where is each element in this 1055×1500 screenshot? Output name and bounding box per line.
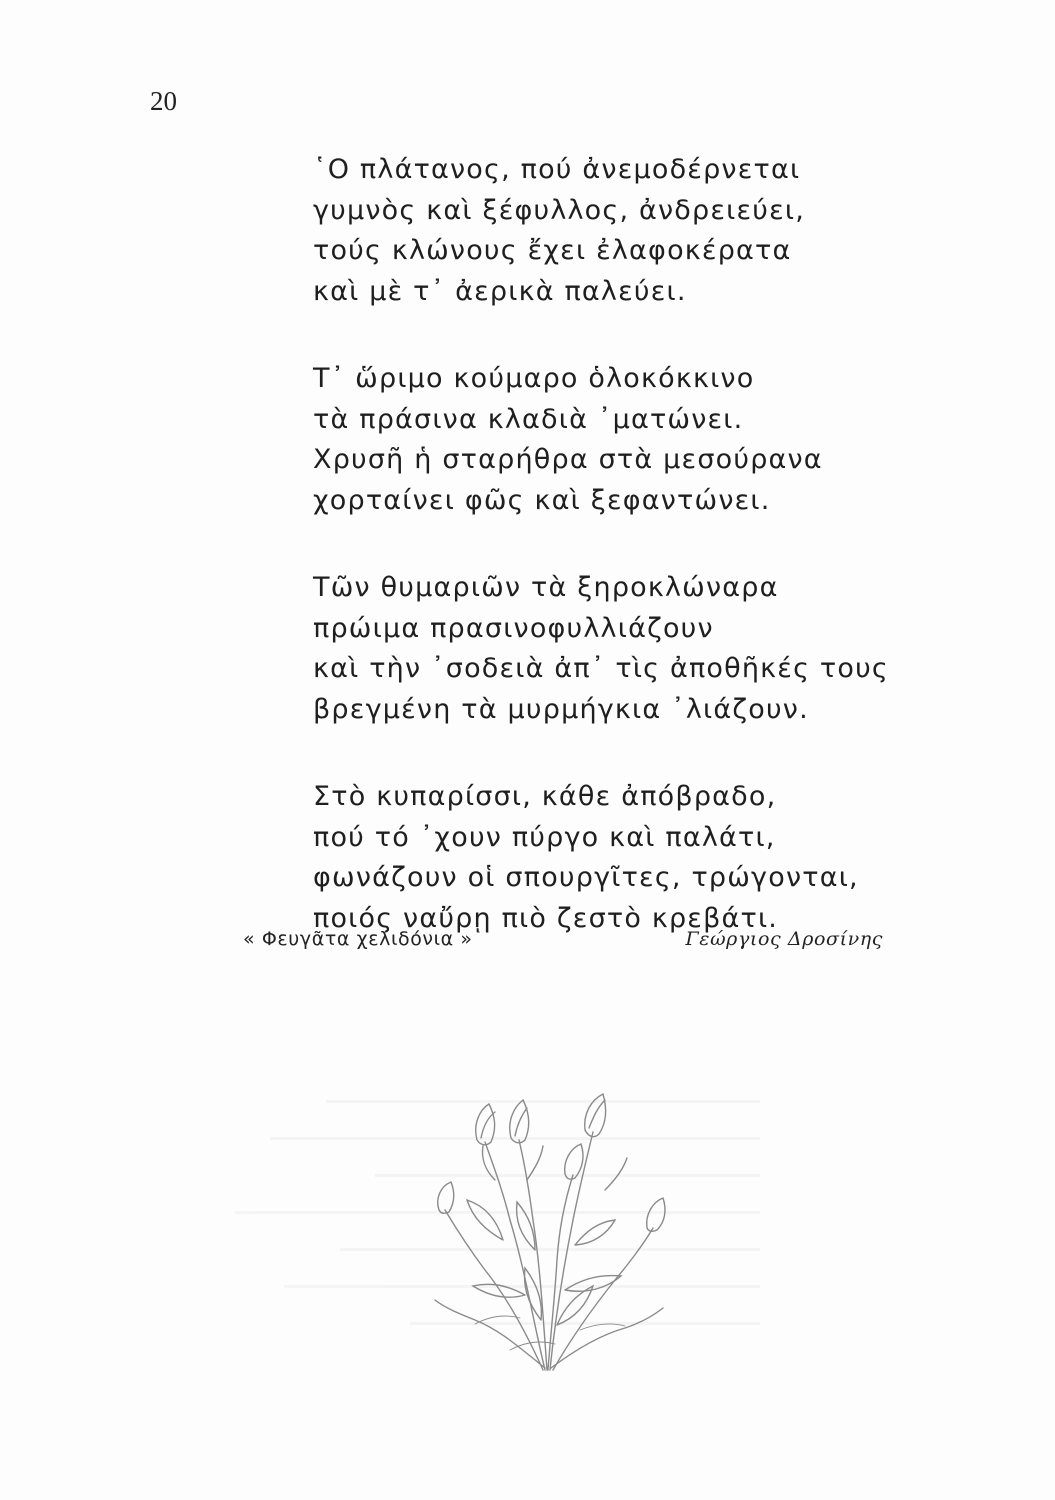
- poem-line: χορταίνει φῶς καὶ ξεφαντώνει.: [313, 484, 771, 516]
- poem-line: Τῶν θυμαριῶν τὰ ξηροκλώναρα: [313, 572, 779, 603]
- stanza-4: [313, 777, 873, 939]
- author-name: Γεώργιος Δροσίνης: [685, 928, 883, 950]
- plant-sketch-icon: [415, 1080, 675, 1375]
- poem-line: Τ᾽ ὥριμο κούμαρο ὁλοκόκκινο: [313, 363, 755, 394]
- stanza-2: [313, 359, 873, 521]
- poem-line: τούς κλώνους ἔχει ἐλαφοκέρατα: [313, 235, 792, 266]
- poem-line: Στὸ κυπαρίσσι, κάθε ἀπόβραδο,: [313, 781, 777, 812]
- poem-line: γυμνὸς καὶ ξέφυλλος, ἀνδρειεύει,: [313, 194, 806, 226]
- poem-line: βρεγμένη τὰ μυρμήγκια ᾽λιάζουν.: [313, 693, 809, 725]
- source-title: « Φευγᾶτα χελιδόνια »: [243, 928, 473, 950]
- poem-line: ποιός ναὔρῃ πιὸ ζεστὸ κρεβάτι.: [313, 902, 779, 934]
- source-attribution: [243, 928, 883, 962]
- poem-line: καὶ τὴν ᾽σοδειὰ ἀπ᾽ τὶς ἀποθῆκές τους: [313, 653, 889, 684]
- poem-line: καὶ μὲ τ᾽ ἀερικὰ παλεύει.: [313, 275, 687, 307]
- poem-line: πρώιμα πρασινοφυλλιάζουν: [313, 612, 714, 644]
- stanza-1: [313, 150, 873, 312]
- poem-line: ῾Ο πλάτανος, πού ἀνεμοδέρνεται: [313, 154, 801, 185]
- poem-line: φωνάζουν οἱ σπουργῖτες, τρώγονται,: [313, 862, 859, 893]
- poem-line: πού τό ᾽χουν πύργο καὶ παλάτι,: [313, 821, 776, 853]
- poem-line: τὰ πράσινα κλαδιὰ ᾽ματώνει.: [313, 403, 744, 435]
- poem-line: Χρυσῆ ἡ σταρήθρα στὰ μεσούρανα: [313, 444, 823, 475]
- poem: [313, 150, 889, 986]
- page-number: 20: [150, 86, 177, 116]
- stanza-3: [313, 568, 889, 730]
